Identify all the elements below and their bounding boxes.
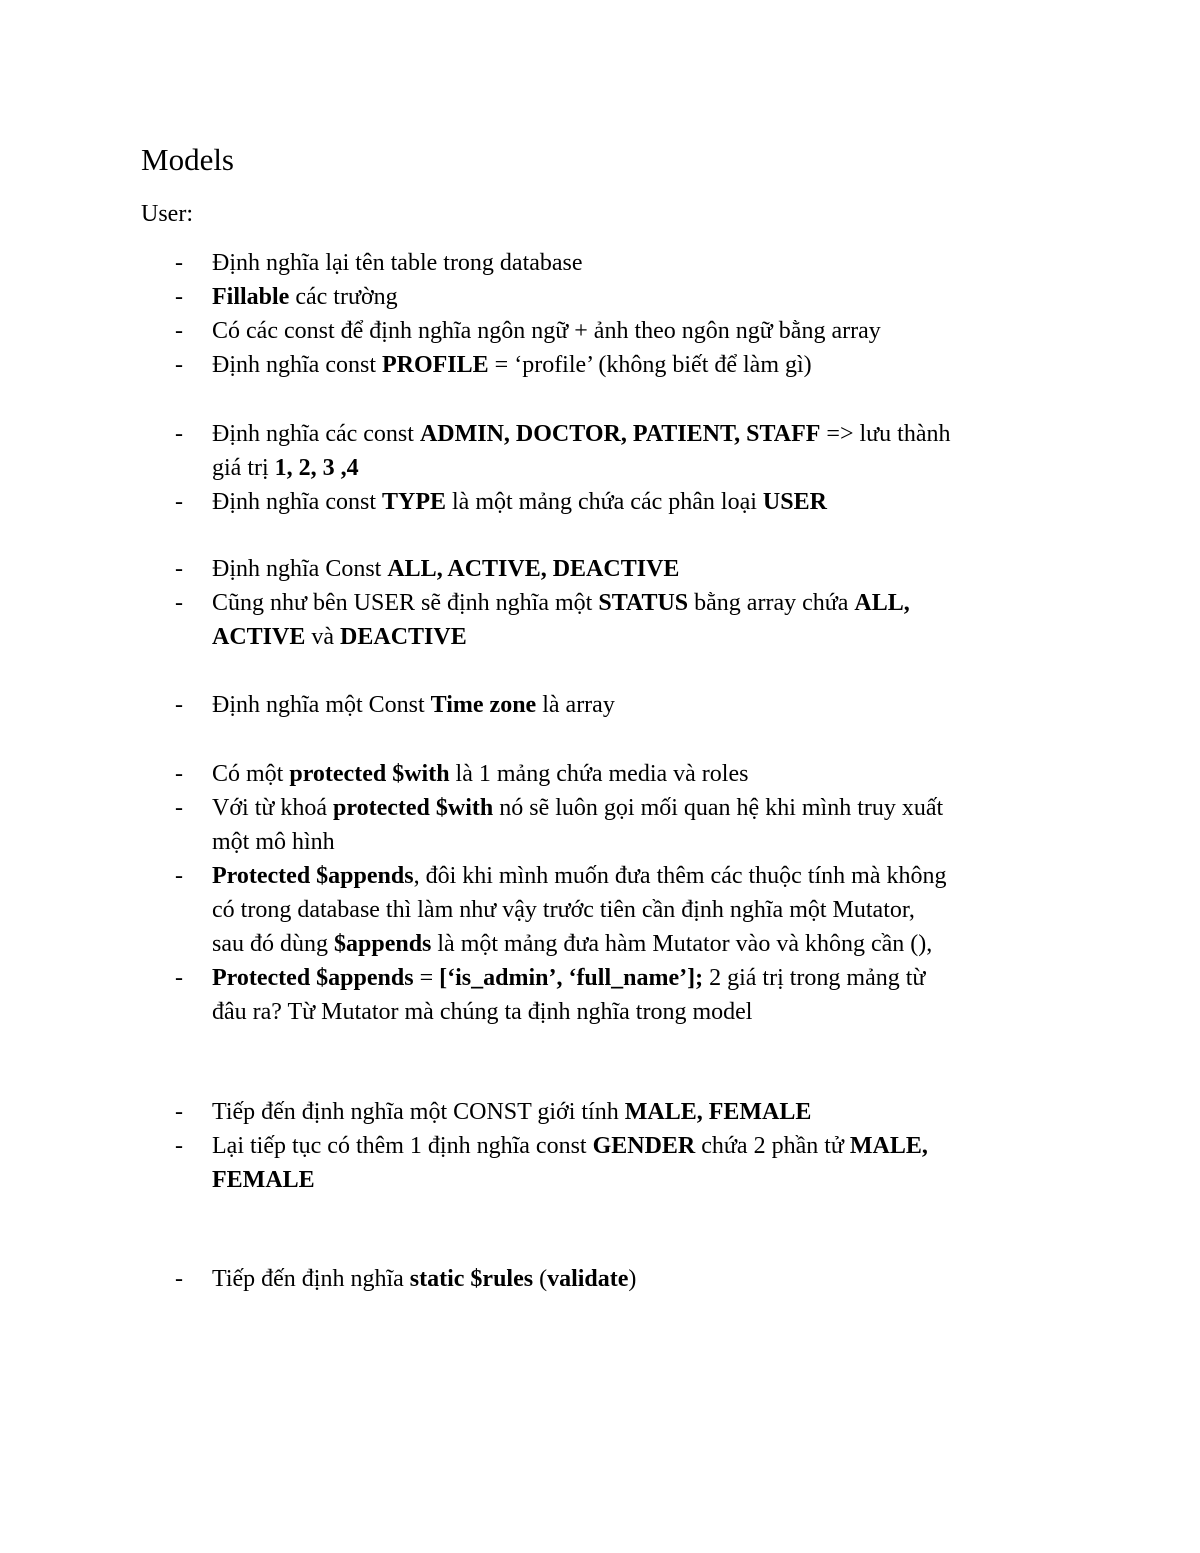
- bullet-dash: -: [175, 590, 183, 616]
- text-run: Tiếp đến định nghĩa: [212, 1266, 410, 1292]
- list-item-text: [212, 246, 1072, 280]
- text-run: một mô hình: [212, 829, 335, 855]
- bullet-dash: -: [175, 863, 183, 889]
- bold-text: DEACTIVE: [340, 624, 467, 650]
- list-item-text: [212, 1129, 1072, 1197]
- list-item-text: [212, 586, 1072, 654]
- text-run: = ‘profile’ (không biết để làm gì): [488, 352, 812, 378]
- bullet-dash: -: [175, 692, 183, 718]
- bold-text: $appends: [334, 931, 432, 957]
- list-item-text: [212, 1262, 1072, 1296]
- list-item-text: [212, 314, 1072, 348]
- list-item-text: [212, 757, 1072, 791]
- bullet-dash: -: [175, 1266, 183, 1292]
- bold-text: ALL, ACTIVE, DEACTIVE: [387, 556, 680, 582]
- bold-text: protected $with: [333, 795, 494, 821]
- list-item-text: [212, 791, 1072, 859]
- bold-text: USER: [762, 489, 827, 515]
- bold-text: Time zone: [430, 692, 537, 718]
- bold-text: Fillable: [212, 284, 290, 310]
- bold-text: static $rules: [409, 1266, 534, 1292]
- bold-text: FEMALE: [212, 1167, 315, 1193]
- bold-text: STATUS: [598, 590, 689, 616]
- list-item-text: [212, 859, 1072, 961]
- bullet-dash: -: [175, 965, 183, 991]
- bold-text: Protected $appends: [212, 965, 414, 991]
- text-run: Định nghĩa const: [212, 489, 382, 515]
- page-title: Models: [141, 142, 234, 177]
- text-run: Định nghĩa một Const: [212, 692, 431, 718]
- text-run: chứa 2 phần tử: [695, 1133, 850, 1159]
- bold-text: MALE, FEMALE: [624, 1099, 812, 1125]
- bold-text: validate: [547, 1266, 629, 1292]
- list-item-text: [212, 348, 1072, 382]
- text-run: Định nghĩa lại tên table trong database: [212, 250, 583, 276]
- text-run: Định nghĩa các const: [212, 421, 420, 447]
- text-run: Cũng như bên USER sẽ định nghĩa một: [212, 590, 599, 616]
- bullet-dash: -: [175, 795, 183, 821]
- bold-text: TYPE: [381, 489, 446, 515]
- text-run: (: [533, 1266, 548, 1292]
- bold-text: ADMIN, DOCTOR, PATIENT, STAFF: [419, 421, 821, 447]
- text-run: Lại tiếp tục có thêm 1 định nghĩa const: [212, 1133, 593, 1159]
- text-run: Có một: [212, 761, 290, 787]
- text-run: Định nghĩa const: [212, 352, 382, 378]
- text-run: đâu ra? Từ Mutator mà chúng ta định nghĩa trong model: [212, 999, 753, 1025]
- text-run: bằng array chứa: [688, 590, 855, 616]
- bullet-dash: -: [175, 318, 183, 344]
- bold-text: [‘is_admin’, ‘full_name’];: [439, 965, 704, 991]
- text-run: Tiếp đến định nghĩa một CONST giới tính: [212, 1099, 625, 1125]
- bold-text: PROFILE: [381, 352, 489, 378]
- text-run: ): [628, 1266, 637, 1292]
- text-run: giá trị: [212, 455, 275, 481]
- bullet-dash: -: [175, 489, 183, 515]
- section-label: User:: [141, 201, 193, 227]
- bold-text: ALL,: [854, 590, 910, 616]
- bold-text: Protected $appends: [212, 863, 414, 889]
- bullet-dash: -: [175, 1099, 183, 1125]
- list-item-text: [212, 280, 1072, 314]
- text-run: Với từ khoá: [212, 795, 334, 821]
- text-run: và: [305, 624, 341, 650]
- text-run: các trường: [289, 284, 398, 310]
- bold-text: ACTIVE: [212, 624, 306, 650]
- list-item-text: [212, 1095, 1072, 1129]
- list-item-text: [212, 417, 1072, 485]
- bullet-dash: -: [175, 761, 183, 787]
- bullet-dash: -: [175, 284, 183, 310]
- bullet-dash: -: [175, 352, 183, 378]
- text-run: 2 giá trị trong mảng từ: [703, 965, 926, 991]
- text-run: là một mảng chứa các phân loại: [446, 489, 763, 515]
- bold-text: MALE,: [849, 1133, 928, 1159]
- bold-text: protected $with: [289, 761, 450, 787]
- bold-text: GENDER: [592, 1133, 696, 1159]
- text-run: =: [413, 965, 440, 991]
- bullet-dash: -: [175, 421, 183, 447]
- text-run: nó sẽ luôn gọi mối quan hệ khi mình truy xuất: [493, 795, 944, 821]
- list-item-text: [212, 485, 1072, 519]
- text-run: có trong database thì làm như vậy trước tiên cần định nghĩa một Mutator,: [212, 897, 915, 923]
- text-run: là một mảng đưa hàm Mutator vào và không cần (),: [431, 931, 933, 957]
- list-item-text: [212, 688, 1072, 722]
- bold-text: 1, 2, 3 ,4: [274, 455, 359, 481]
- text-run: => lưu thành: [820, 421, 951, 447]
- text-run: Định nghĩa Const: [212, 556, 388, 582]
- bullet-dash: -: [175, 250, 183, 276]
- bullet-dash: -: [175, 556, 183, 582]
- text-run: Có các const để định nghĩa ngôn ngữ + ảnh theo ngôn ngữ bằng array: [212, 318, 881, 344]
- text-run: sau đó dùng: [212, 931, 334, 957]
- bullet-dash: -: [175, 1133, 183, 1159]
- text-run: là 1 mảng chứa media và roles: [449, 761, 749, 787]
- list-item-text: [212, 961, 1072, 1029]
- text-run: , đôi khi mình muốn đưa thêm các thuộc tính mà không: [413, 863, 947, 889]
- list-item-text: [212, 552, 1072, 586]
- text-run: là array: [536, 692, 615, 718]
